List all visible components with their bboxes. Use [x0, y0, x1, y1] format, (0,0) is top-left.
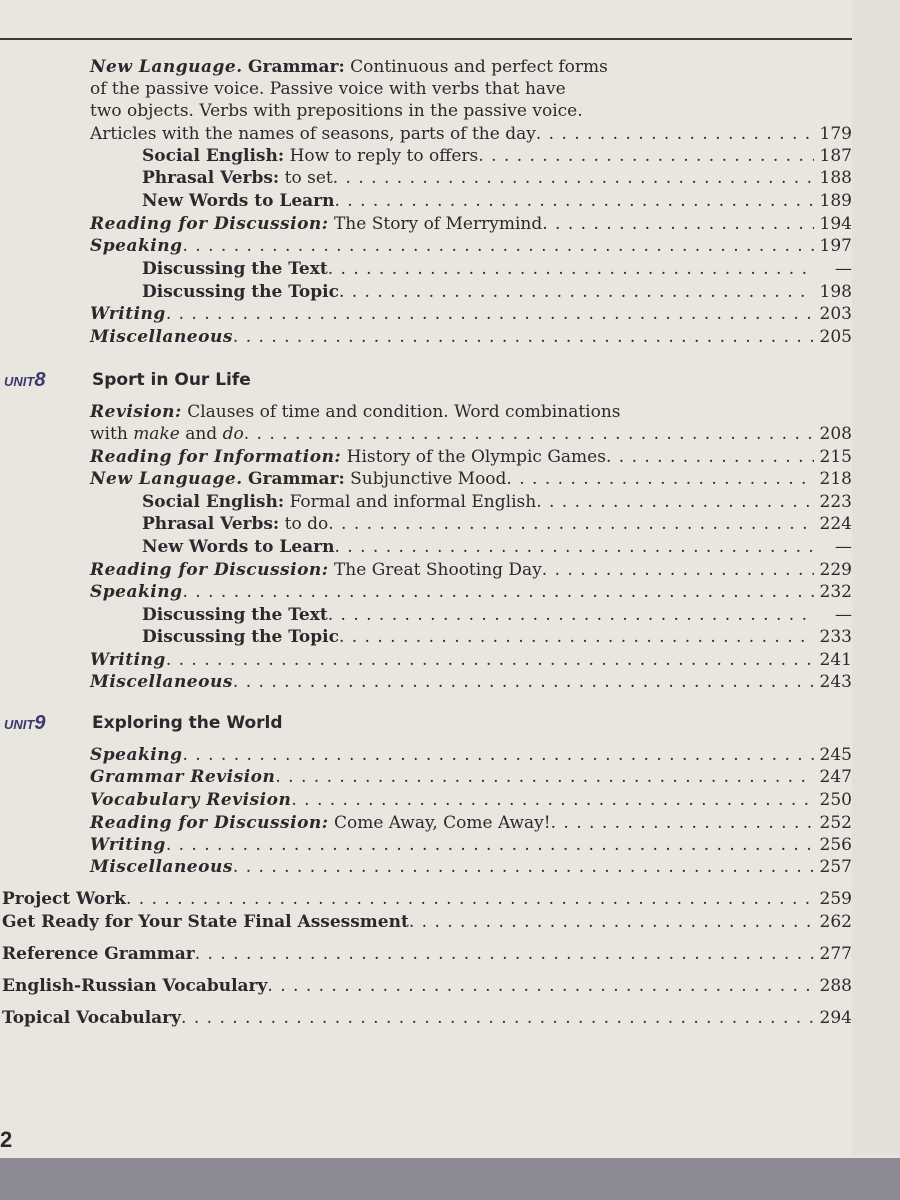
page-ref: 243	[819, 672, 852, 692]
leader-dots	[506, 468, 814, 490]
toc-entry-phrasal-verbs[interactable]: Phrasal Verbs: to do . . . 224	[142, 513, 852, 535]
page-ref: —	[835, 537, 852, 557]
page-ref: 256	[819, 835, 852, 855]
unit-8-heading[interactable]	[4, 368, 251, 392]
toc-entry-social-english[interactable]: Social English: How to reply to offers . . . 187	[142, 145, 852, 167]
toc-entry-writing[interactable]: Writing . . . 203	[90, 303, 852, 325]
page-ref: 250	[819, 790, 852, 810]
toc-entry-miscellaneous[interactable]: Miscellaneous . . . 205	[90, 326, 852, 348]
leader-dots	[166, 303, 814, 325]
toc-entry-writing[interactable]: Writing . . . 241	[90, 649, 852, 671]
page-ref: 223	[819, 492, 852, 512]
page-number: 2	[0, 1127, 13, 1152]
toc-entry-discussing-text[interactable]: Discussing the Text . . . —	[142, 604, 852, 626]
page-ref: 198	[819, 282, 852, 302]
page-ref: 187	[819, 146, 852, 166]
page-ref: 203	[819, 304, 852, 324]
page-ref: 277	[819, 944, 852, 964]
toc-entry-project-work[interactable]: Project Work . . . 259	[2, 888, 852, 910]
page-ref: 262	[819, 912, 852, 932]
leader-dots	[536, 491, 814, 513]
page-ref: 224	[819, 514, 852, 534]
page-ref: 259	[819, 889, 852, 909]
toc-entry-new-language-line2: of the passive voice. Passive voice with verbs that have	[90, 79, 566, 99]
page-ref: 241	[819, 650, 852, 670]
leader-dots	[328, 604, 814, 626]
unit-badge: UNIT9	[4, 711, 46, 734]
leader-dots	[166, 649, 814, 671]
bottom-band	[0, 1158, 900, 1200]
leader-dots	[126, 888, 814, 910]
leader-dots	[182, 744, 814, 766]
leader-dots	[335, 536, 815, 558]
page-ref: 215	[819, 447, 852, 467]
toc-entry-social-english[interactable]: Social English: Formal and informal English . . . 223	[142, 491, 852, 513]
leader-dots	[267, 975, 814, 997]
leader-dots	[328, 258, 814, 280]
leader-dots	[328, 513, 814, 535]
page-ref: 288	[819, 976, 852, 996]
leader-dots	[542, 559, 814, 581]
leader-dots	[233, 326, 814, 348]
leader-dots	[195, 943, 814, 965]
page-ref: 218	[819, 469, 852, 489]
toc-entry-miscellaneous[interactable]: Miscellaneous . . . 257	[90, 856, 852, 878]
toc-entry-miscellaneous[interactable]: Miscellaneous . . . 243	[90, 671, 852, 693]
leader-dots	[181, 1007, 814, 1029]
toc-entry-new-language-line3: two objects. Verbs with prepositions in the passive voice.	[90, 101, 583, 121]
page-ref: 232	[819, 582, 852, 602]
page-ref: 245	[819, 745, 852, 765]
leader-dots	[182, 235, 814, 257]
leader-dots	[275, 766, 814, 788]
leader-dots	[339, 281, 814, 303]
page-ref: 233	[819, 627, 852, 647]
toc-entry-new-language-line4[interactable]: Articles with the names of seasons, parts of the day . . . 179	[90, 123, 852, 145]
toc-entry-new-language[interactable]: New Language. Grammar: Subjunctive Mood . . . 218	[90, 468, 852, 490]
toc-entry-new-words[interactable]: New Words to Learn . . . —	[142, 536, 852, 558]
page-ref: 247	[819, 767, 852, 787]
toc-entry-writing[interactable]: Writing . . . 256	[90, 834, 852, 856]
page-ref: —	[835, 605, 852, 625]
leader-dots	[182, 581, 814, 603]
toc-entry-discussing-topic[interactable]: Discussing the Topic . . . 233	[142, 626, 852, 648]
page-ref: 179	[819, 124, 852, 144]
unit-title: Exploring the World	[92, 713, 283, 733]
leader-dots	[335, 190, 815, 212]
leader-dots	[339, 626, 814, 648]
leader-dots	[478, 145, 814, 167]
page-ref: 229	[819, 560, 852, 580]
leader-dots	[233, 856, 814, 878]
toc-entry-reading-discussion[interactable]: Reading for Discussion: The Great Shooting Day . . . 229	[90, 559, 852, 581]
page-ref: 197	[819, 236, 852, 256]
toc-entry-revision-line2[interactable]: with make and do . . . 208	[90, 423, 852, 445]
page-ref: 252	[819, 813, 852, 833]
page-ref: 205	[819, 327, 852, 347]
leader-dots	[244, 423, 814, 445]
leader-dots	[333, 167, 814, 189]
leader-dots	[233, 671, 814, 693]
page-ref: 188	[819, 168, 852, 188]
leader-dots	[606, 446, 814, 468]
toc-entry-topical-vocabulary[interactable]: Topical Vocabulary . . . 294	[2, 1007, 852, 1029]
toc-entry-english-russian-vocabulary[interactable]: English-Russian Vocabulary . . . 288	[2, 975, 852, 997]
page-ref: 257	[819, 857, 852, 877]
leader-dots	[291, 789, 814, 811]
page-ref: 194	[819, 214, 852, 234]
leader-dots	[551, 812, 814, 834]
leader-dots	[166, 834, 814, 856]
toc-entry-reading-discussion[interactable]: Reading for Discussion: The Story of Merrymind . . . 194	[90, 213, 852, 235]
toc-entry-vocabulary-revision[interactable]: Vocabulary Revision . . . 250	[90, 789, 852, 811]
facing-page-bleed	[852, 0, 900, 1155]
toc-entry-revision-line1[interactable]: Revision: Clauses of time and condition. Word combinations	[90, 402, 621, 422]
page-ref: 208	[819, 424, 852, 444]
toc-entry-speaking[interactable]: Speaking . . . 197	[90, 235, 852, 257]
toc-entry-reading-discussion[interactable]: Reading for Discussion: Come Away, Come Away! . . . 252	[90, 812, 852, 834]
toc-entry-grammar-revision[interactable]: Grammar Revision . . . 247	[90, 766, 852, 788]
page-ref: 189	[819, 191, 852, 211]
toc-entry-speaking[interactable]: Speaking . . . 232	[90, 581, 852, 603]
toc-entry-phrasal-verbs[interactable]: Phrasal Verbs: to set . . . 188	[142, 167, 852, 189]
toc-entry-discussing-topic[interactable]: Discussing the Topic . . . 198	[142, 281, 852, 303]
toc-entry-reference-grammar[interactable]: Reference Grammar . . . 277	[2, 943, 852, 965]
leader-dots	[409, 911, 814, 933]
toc-entry-new-language-line1[interactable]: New Language. Grammar: Continuous and perfect forms	[90, 57, 608, 77]
top-rule	[0, 38, 852, 40]
unit-9-heading[interactable]	[4, 711, 283, 735]
page-ref: —	[835, 259, 852, 279]
toc-entry-discussing-text[interactable]: Discussing the Text . . . —	[142, 258, 852, 280]
page-ref: 294	[819, 1008, 852, 1028]
unit-title: Sport in Our Life	[92, 370, 251, 390]
leader-dots	[542, 213, 814, 235]
toc-entry-reading-information[interactable]: Reading for Information: History of the Olympic Games . . . 215	[90, 446, 852, 468]
toc-entry-speaking[interactable]: Speaking . . . 245	[90, 744, 852, 766]
toc-entry-state-final-assessment[interactable]: Get Ready for Your State Final Assessment . . . 262	[2, 911, 852, 933]
unit-badge: UNIT8	[4, 368, 46, 391]
toc-entry-new-words[interactable]: New Words to Learn . . . 189	[142, 190, 852, 212]
leader-dots	[536, 123, 814, 145]
